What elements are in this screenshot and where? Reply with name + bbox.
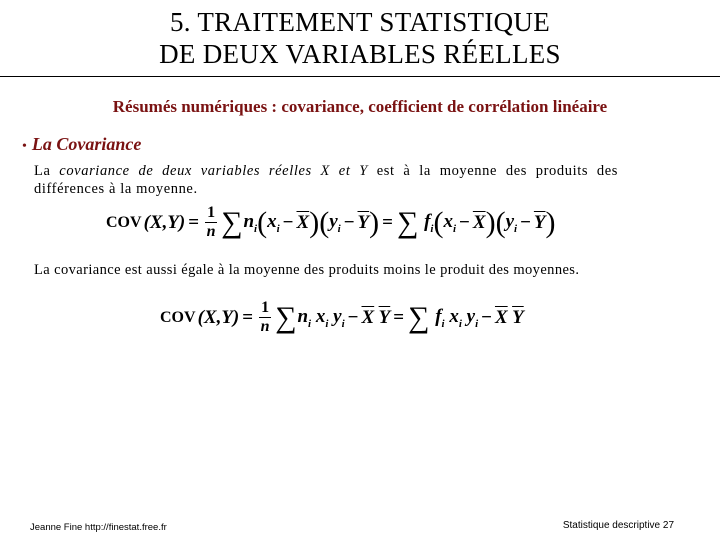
paren-open-icon: ( bbox=[319, 205, 330, 239]
sum-icon: ∑ bbox=[275, 300, 297, 334]
mean-product: $\overline{X}$ $\overline{Y}$ bbox=[361, 306, 391, 328]
covariance-definition bbox=[34, 162, 618, 198]
definition-text-end: est à la moyenne des produits des bbox=[367, 163, 619, 179]
covariance-formula-1 bbox=[106, 205, 556, 240]
sum-icon: ∑ bbox=[408, 300, 430, 334]
sum-icon: ∑ bbox=[396, 205, 419, 239]
covariance-formula-2 bbox=[160, 300, 524, 335]
slide-title bbox=[0, 6, 720, 70]
minus-sign: − bbox=[481, 306, 492, 328]
fraction-denominator: n bbox=[206, 223, 216, 240]
fraction-denominator: n bbox=[260, 318, 270, 335]
cov-function: COV bbox=[106, 213, 142, 231]
bullet-icon: • bbox=[22, 139, 27, 154]
footer-page-label: Statistique descriptive 27 bbox=[562, 520, 674, 531]
mean-y: $\overline{Y}$ bbox=[357, 211, 370, 233]
equals-sign: = bbox=[242, 306, 254, 328]
slide-subtitle: Résumés numériques : covariance, coefficient de corrélation linéaire bbox=[112, 97, 608, 116]
minus-sign: − bbox=[459, 211, 470, 233]
title-line-1: 5. TRAITEMENT STATISTIQUE bbox=[169, 7, 551, 37]
mean-y: $\overline{Y}$ bbox=[533, 211, 546, 233]
paren-close-icon: ) bbox=[309, 205, 320, 239]
cov-args: (X,Y) bbox=[197, 306, 240, 328]
term-fi-xi-yi: $f_i$ $x_i$ $y_i$ bbox=[430, 305, 479, 330]
sum-icon: ∑ bbox=[221, 205, 243, 239]
equals-sign: = bbox=[393, 306, 405, 328]
section-heading-text: La Covariance bbox=[31, 134, 142, 154]
equals-sign: = bbox=[188, 211, 200, 233]
cov-function: COV bbox=[160, 308, 196, 326]
cov-args: (X,Y) bbox=[143, 211, 186, 233]
paren-close-icon: ) bbox=[485, 205, 496, 239]
fraction-numerator: 1 bbox=[207, 204, 216, 221]
title-line-2: DE DEUX VARIABLES RÉELLES bbox=[159, 39, 561, 69]
definition-text-start: La bbox=[34, 163, 60, 179]
term-xi: $x_i$ bbox=[443, 210, 457, 235]
paren-close-icon: ) bbox=[545, 205, 556, 239]
definition-emphasis: covariance de deux variables réelles X et Y bbox=[59, 163, 368, 179]
minus-sign: − bbox=[520, 211, 531, 233]
term-ni-xi-yi: $n_i$ $x_i$ $y_i$ bbox=[297, 305, 345, 330]
term-ni: $n_i$ bbox=[243, 210, 258, 235]
mean-x: $\overline{X}$ bbox=[296, 211, 310, 233]
mean-x: $\overline{X}$ bbox=[472, 211, 486, 233]
paren-close-icon: ) bbox=[369, 205, 380, 239]
paren-open-icon: ( bbox=[257, 205, 268, 239]
definition-line-2: différences à la moyenne. bbox=[34, 181, 198, 197]
term-yi: $y_i$ bbox=[505, 210, 518, 235]
mean-product: $\overline{X}$ $\overline{Y}$ bbox=[494, 306, 524, 328]
fraction-one-over-n bbox=[205, 205, 217, 240]
footer-author: Jeanne Fine http://finestat.free.fr bbox=[30, 522, 167, 533]
paren-open-icon: ( bbox=[433, 205, 444, 239]
definition-line-1 bbox=[34, 162, 618, 180]
minus-sign: − bbox=[282, 211, 294, 233]
term-fi: $f_i$ bbox=[419, 210, 434, 235]
minus-sign: − bbox=[343, 211, 355, 233]
fraction-numerator: 1 bbox=[261, 299, 270, 316]
section-heading bbox=[22, 134, 141, 155]
paren-open-icon: ( bbox=[495, 205, 506, 239]
covariance-alternative-text: La covariance est aussi égale à la moyenne des produits moins le produit des moyennes. bbox=[34, 262, 580, 278]
term-xi: $x_i$ bbox=[267, 210, 280, 235]
term-yi: $y_i$ bbox=[329, 210, 341, 235]
equals-sign: = bbox=[382, 211, 393, 233]
title-divider bbox=[0, 76, 720, 77]
minus-sign: − bbox=[347, 306, 359, 328]
fraction-one-over-n bbox=[259, 300, 271, 335]
